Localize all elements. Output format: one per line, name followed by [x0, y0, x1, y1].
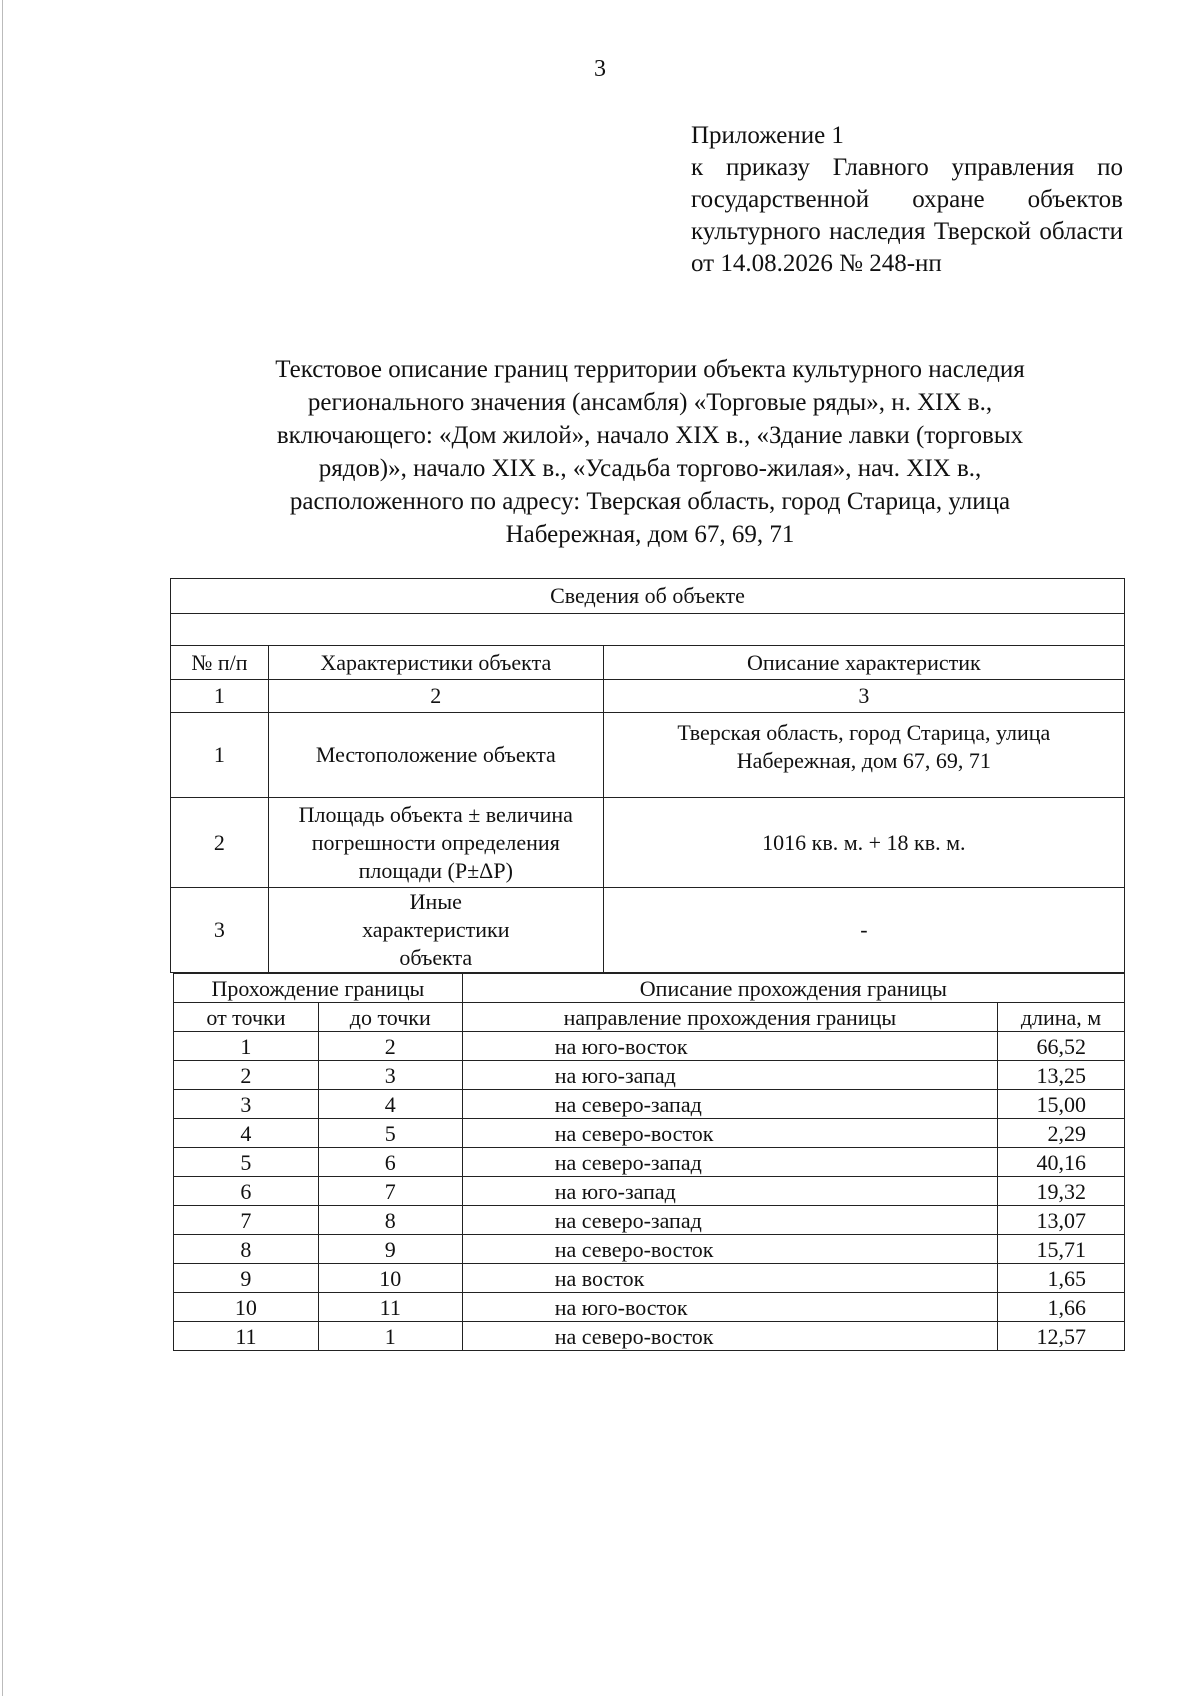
header-number: № п/п — [171, 646, 269, 680]
from-point: 7 — [174, 1206, 319, 1235]
table-row — [174, 1177, 1125, 1206]
header-boundary-description: Описание прохождения границы — [462, 974, 1124, 1003]
appendix-reference: к приказу Главного управления по государственной охране объектов культурного наследия Тверской области от 14.08.2026 № 248-нп — [691, 154, 1123, 277]
characteristic-name: Местоположение объекта — [268, 713, 603, 798]
direction: на северо-запад — [462, 1090, 997, 1119]
to-point: 2 — [318, 1032, 462, 1061]
from-point: 9 — [174, 1264, 319, 1293]
table-row — [174, 1293, 1125, 1322]
length: 1,65 — [998, 1264, 1125, 1293]
table-row — [174, 1090, 1125, 1119]
characteristic-name: Площадь объекта ± величина погрешности определения площади (P±ΔP) — [268, 798, 603, 888]
characteristic-value: 1016 кв. м. + 18 кв. м. — [603, 798, 1124, 888]
direction: на северо-запад — [462, 1206, 997, 1235]
header-description: Описание характеристик — [603, 646, 1124, 680]
title-line: Текстовое описание границ территории объекта культурного наследия — [275, 356, 1025, 383]
object-info-table — [170, 578, 1125, 973]
length: 19,32 — [998, 1177, 1125, 1206]
title-line: расположенного по адресу: Тверская область, город Старица, улица — [289, 488, 1011, 515]
row-number: 1 — [171, 713, 269, 798]
to-point: 3 — [318, 1061, 462, 1090]
direction: на северо-запад — [462, 1148, 997, 1177]
characteristic-value: Тверская область, город Старица, улица Набережная, дом 67, 69, 71 — [603, 713, 1124, 798]
row-number: 3 — [171, 888, 269, 973]
length: 12,57 — [998, 1322, 1125, 1351]
from-point: 11 — [174, 1322, 319, 1351]
header-length: длина, м — [998, 1003, 1125, 1032]
column-number: 1 — [171, 680, 269, 713]
from-point: 8 — [174, 1235, 319, 1264]
header-characteristics: Характеристики объекта — [268, 646, 603, 680]
scan-edge-mark — [2, 0, 3, 1696]
document-title — [170, 353, 1130, 551]
direction: на северо-восток — [462, 1235, 997, 1264]
length: 2,29 — [998, 1119, 1125, 1148]
direction: на юго-восток — [462, 1293, 997, 1322]
length: 15,00 — [998, 1090, 1125, 1119]
to-point: 1 — [318, 1322, 462, 1351]
empty-row — [171, 614, 1125, 646]
header-to-point: до точки — [318, 1003, 462, 1032]
title-line: регионального значения (ансамбля) «Торговые ряды», н. XIX в., — [307, 389, 993, 416]
direction: на северо-восток — [462, 1119, 997, 1148]
page-number: 3 — [594, 56, 606, 82]
appendix-heading: Приложение 1 — [691, 122, 844, 149]
to-point: 4 — [318, 1090, 462, 1119]
from-point: 1 — [174, 1032, 319, 1061]
direction: на юго-запад — [462, 1177, 997, 1206]
column-number: 2 — [268, 680, 603, 713]
to-point: 8 — [318, 1206, 462, 1235]
to-point: 7 — [318, 1177, 462, 1206]
header-from-point: от точки — [174, 1003, 319, 1032]
from-point: 6 — [174, 1177, 319, 1206]
title-line: Набережная, дом 67, 69, 71 — [505, 521, 795, 548]
length: 15,71 — [998, 1235, 1125, 1264]
direction: на восток — [462, 1264, 997, 1293]
table-row — [174, 1061, 1125, 1090]
header-passage: Прохождение границы — [174, 974, 463, 1003]
table-row — [174, 1119, 1125, 1148]
table-row — [174, 1264, 1125, 1293]
table-row — [174, 1206, 1125, 1235]
characteristic-name: Иные характеристики объекта — [268, 888, 603, 973]
from-point: 10 — [174, 1293, 319, 1322]
row-number: 2 — [171, 798, 269, 888]
to-point: 5 — [318, 1119, 462, 1148]
direction: на северо-восток — [462, 1322, 997, 1351]
table-row — [174, 1322, 1125, 1351]
length: 13,25 — [998, 1061, 1125, 1090]
table-row — [174, 1148, 1125, 1177]
length: 13,07 — [998, 1206, 1125, 1235]
to-point: 10 — [318, 1264, 462, 1293]
table-row — [174, 1032, 1125, 1061]
boundary-table — [173, 973, 1125, 1351]
to-point: 11 — [318, 1293, 462, 1322]
column-number: 3 — [603, 680, 1124, 713]
appendix-block — [691, 120, 1123, 280]
title-line: рядов)», начало XIX в., «Усадьба торгово-жилая», нач. XIX в., — [318, 455, 982, 482]
length: 66,52 — [998, 1032, 1125, 1061]
from-point: 5 — [174, 1148, 319, 1177]
title-line: включающего: «Дом жилой», начало XIX в., «Здание лавки (торговых — [276, 422, 1024, 449]
length: 1,66 — [998, 1293, 1125, 1322]
table-row — [174, 1235, 1125, 1264]
characteristic-value: - — [603, 888, 1124, 973]
direction: на юго-запад — [462, 1061, 997, 1090]
direction: на юго-восток — [462, 1032, 997, 1061]
from-point: 2 — [174, 1061, 319, 1090]
header-direction: направление прохождения границы — [462, 1003, 997, 1032]
from-point: 3 — [174, 1090, 319, 1119]
to-point: 9 — [318, 1235, 462, 1264]
length: 40,16 — [998, 1148, 1125, 1177]
object-table-caption: Сведения об объекте — [171, 579, 1125, 614]
from-point: 4 — [174, 1119, 319, 1148]
to-point: 6 — [318, 1148, 462, 1177]
